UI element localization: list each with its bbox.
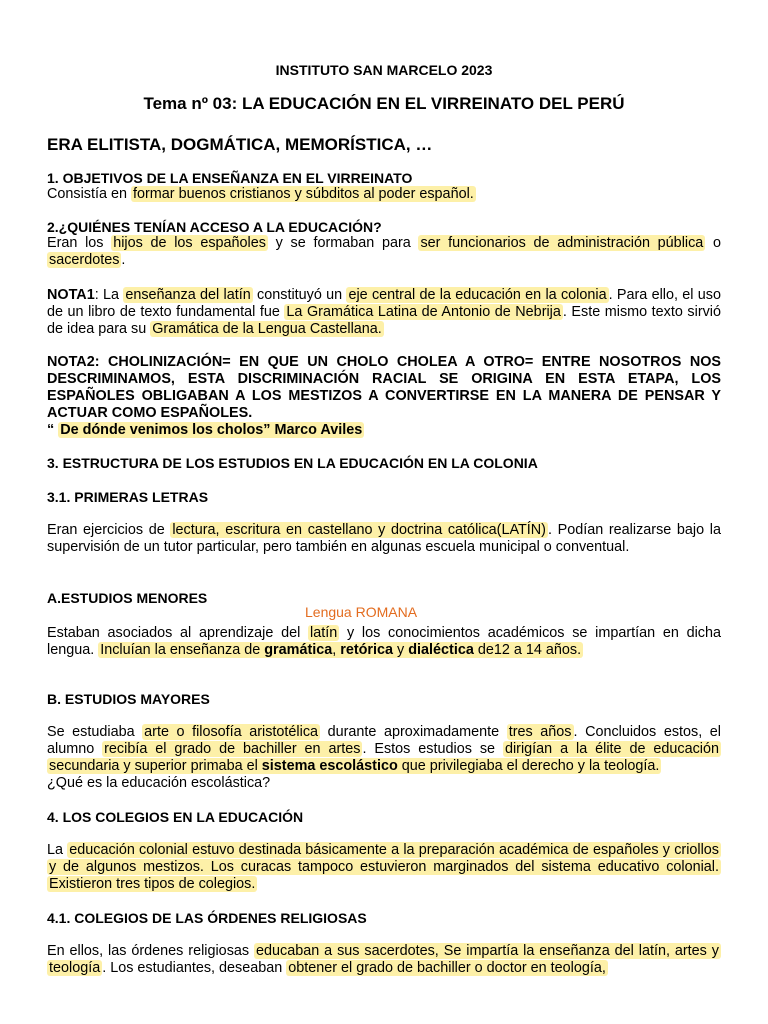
highlight: obtener el grado de bachiller o doctor en teología, [288,960,606,976]
text-run: . Estos estudios se [362,741,503,757]
bold-term: retórica [340,642,394,658]
text-run: y los conocimientos académicos se impartían en dicha lengua. [47,625,721,658]
nota1-paragraph [47,287,721,338]
text-run: durante aproximadamente [320,724,507,740]
lesson-name: LA EDUCACIÓN EN EL VIRREINATO DEL PERÚ [241,94,625,113]
section-4-1-text [47,943,721,977]
text-run: Eran ejercicios de [47,522,171,538]
text-run: Consistía en [47,186,131,202]
section-2 [47,219,721,269]
text-run: . Los estudiantes, deseaban [102,960,287,976]
highlight: hijos de los españoles [113,235,266,251]
highlight: arte o filosofía aristotélica [144,724,319,740]
highlight: formar buenos cristianos y súbditos al poder español. [133,186,474,202]
highlight: recibía el grado de bachiller en artes [104,741,361,757]
question-line: ¿Qué es la educación escolástica? [47,775,271,791]
highlight: La Gramática Latina de Antonio de Nebrija [286,304,561,320]
era-heading: ERA ELITISTA, DOGMÁTICA, MEMORÍSTICA, … [47,135,433,154]
text-run: : La [94,287,124,303]
bold-term: gramática [264,642,333,658]
text-run: En ellos, las órdenes religiosas [47,943,255,959]
highlight: ser funcionarios de administración pública [420,235,704,251]
nota2-quote [47,422,721,439]
text-run: . Concluidos estos, el alumno [47,724,721,757]
text-run: . [121,252,126,268]
section-3-1-title: 3.1. PRIMERAS LETRAS [47,489,209,505]
text-run: Eran los [47,235,112,251]
text-run: La [47,842,68,858]
section-4-title: 4. LOS COLEGIOS EN LA EDUCACIÓN [47,809,304,825]
highlight [98,642,583,658]
institute-title: INSTITUTO SAN MARCELO 2023 [275,62,493,78]
section-1-title: 1. OBJETIVOS DE LA ENSEÑANZA EN EL VIRREINATO [47,170,413,186]
section-b-text [47,724,721,792]
highlight: tres años [508,724,572,740]
text-run: de12 a 14 años. [473,642,582,658]
lesson-prefix: Tema nº 03: [143,94,242,113]
text-run: que privilegiaba el derecho y la teología. [397,758,660,774]
text-run: y [393,642,409,658]
section-b-title: B. ESTUDIOS MAYORES [47,691,210,707]
highlight: eje central de la educación en la colonia [348,287,607,303]
nota1-label: NOTA1 [47,287,95,303]
section-2-title: 2.¿QUIÉNES TENÍAN ACCESO A LA EDUCACIÓN? [47,219,382,235]
section-4-1-title: 4.1. COLEGIOS DE LAS ÓRDENES RELIGIOSAS [47,910,367,926]
lesson-title [47,94,721,114]
annotation-note: Lengua ROMANA [305,604,418,620]
highlight: De dónde venimos los cholos” Marco Aviles [60,422,363,438]
text-run: Se estudiaba [47,724,143,740]
text-run: o [705,235,722,251]
highlight: lectura, escritura en castellano y doctrina católica(LATÍN) [172,522,546,538]
section-1 [47,170,721,203]
section-3-1-text [47,522,721,556]
nota2-text: NOTA2: CHOLINIZACIÓN= EN QUE UN CHOLO CHOLEA A OTRO= ENTRE NOSOTROS NOS DESCRIMINAMOS, ESTA DISCRIMINACIÓN RACIAL SE ORIGINA EN ESTA ETAPA, LOS ESPAÑOLES OBLIGABAN A LOS MESTIZOS A CONVERTIRSE EN LA MANERA DE PENSAR Y ACTUAR COMO ESPAÑOLES. [47,354,721,421]
text-run: . Podían realizarse bajo la supervisión de un tutor particular, pero también en algunas escuela municipal o conventual. [47,522,721,555]
quote-mark: “ [47,422,59,438]
highlight: educación colonial estuvo destinada básicamente a la preparación académica de españoles y criollos y de algunos mestizos. Los curacas tampoco estuvieron marginados del sistema educativo colonial. Existieron tres tipos de colegios. [49,842,719,892]
text-run: Estaban asociados al aprendizaje del [47,625,309,641]
nota2-block [47,354,721,439]
text-run: y se formaban para [267,235,419,251]
text-run: Incluían la enseñanza de [100,642,265,658]
highlight: Gramática de la Lengua Castellana. [152,321,382,337]
section-4-text [47,842,721,893]
text-run: constituyó un [252,287,347,303]
text-run: . Este mismo texto sirvió de idea para su [47,304,722,337]
bold-term: sistema escolástico [261,758,398,774]
section-a-title: A.ESTUDIOS MENORES [47,590,208,606]
section-a-text [47,625,721,659]
highlight: latín [310,625,338,641]
text-run: dirigían a la élite de educación secundaria y superior primaba el [49,741,719,774]
bold-term: dialéctica [408,642,474,658]
section-2-text [47,235,721,269]
section-1-text [47,186,721,203]
text-run: , [332,642,341,658]
highlight: educaban a sus sacerdotes, Se impartía la enseñanza del latín, artes y teología [49,943,719,976]
section-3-title: 3. ESTRUCTURA DE LOS ESTUDIOS EN LA EDUCACIÓN EN LA COLONIA [47,455,538,471]
highlight: sacerdotes [49,252,120,268]
highlight: enseñanza del latín [125,287,251,303]
text-run: . Para ello, el uso de un libro de texto fundamental fue [47,287,721,320]
